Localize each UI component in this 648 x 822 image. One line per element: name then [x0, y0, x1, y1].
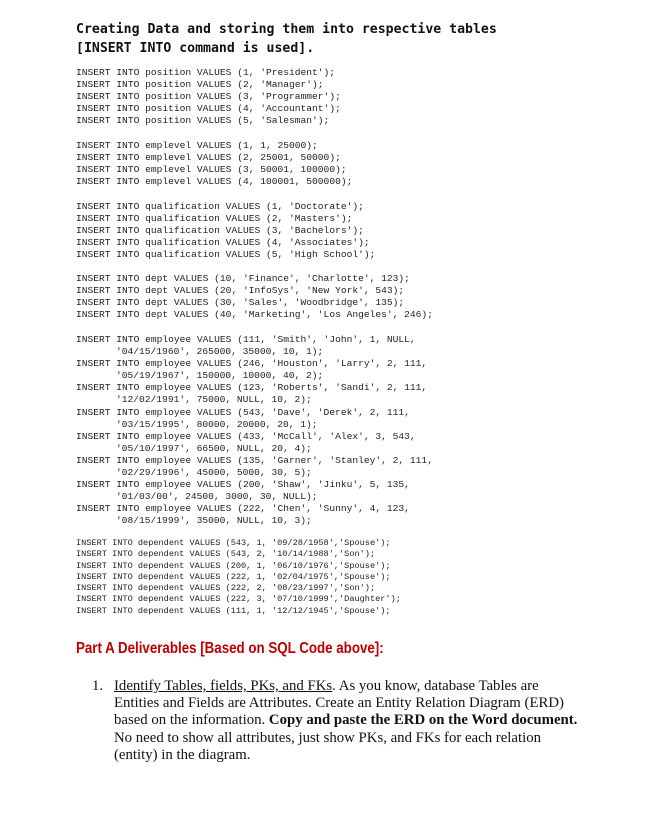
sql-line-continuation: '02/29/1996', 45000, 5000, 30, 5); — [116, 467, 312, 479]
sql-line: INSERT INTO employee VALUES (123, 'Roberts', 'Sandi', 2, 111, — [76, 382, 428, 394]
deliverables-list — [92, 678, 578, 764]
sql-line: INSERT INTO emplevel VALUES (1, 1, 25000); — [76, 140, 318, 151]
sql-line: INSERT INTO position VALUES (4, 'Accountant'); — [76, 103, 341, 115]
sql-block-dept — [76, 273, 636, 321]
sql-line: INSERT INTO dept VALUES (20, 'InfoSys', 'New York', 543); — [76, 285, 405, 297]
sql-line-continuation: '12/02/1991', 75000, NULL, 10, 2); — [116, 394, 312, 406]
sql-line: INSERT INTO dependent VALUES (200, 1, '06/10/1976','Spouse'); — [76, 560, 391, 571]
heading-line-2: [INSERT INTO command is used]. — [76, 41, 315, 56]
sql-line: INSERT INTO qualification VALUES (2, 'Masters'); — [76, 213, 353, 225]
list-number: 1. — [92, 678, 104, 694]
sql-block-qualification — [76, 201, 636, 261]
sql-line: INSERT INTO dept VALUES (30, 'Sales', 'Woodbridge', 135); — [76, 297, 405, 309]
sql-line-continuation: '04/15/1960', 265000, 35000, 10, 1); — [116, 346, 324, 358]
sql-line-continuation: '03/15/1995', 80000, 20000, 20, 1); — [116, 418, 318, 430]
sql-line: INSERT INTO dependent VALUES (543, 1, '09/28/1958','Spouse'); — [76, 538, 391, 548]
sql-line: INSERT INTO dependent VALUES (222, 2, '08/23/1997','Son'); — [76, 583, 376, 594]
sql-block-emplevel — [76, 140, 636, 188]
sql-line: INSERT INTO employee VALUES (111, 'Smith', 'John', 1, NULL, — [76, 334, 416, 345]
sql-line: INSERT INTO emplevel VALUES (4, 100001, 500000); — [76, 176, 353, 188]
sql-line: INSERT INTO dependent VALUES (222, 3, '07/10/1999','Daughter'); — [76, 594, 401, 605]
sql-line: INSERT INTO employee VALUES (246, 'Houston', 'Larry', 2, 111, — [76, 358, 428, 370]
sql-line: INSERT INTO position VALUES (5, 'Salesman'); — [76, 115, 330, 127]
underlined-text: Identify Tables, fields, PKs, and FKs — [114, 678, 333, 694]
sql-line: INSERT INTO dependent VALUES (222, 1, '02/04/1975','Spouse'); — [76, 571, 391, 582]
sql-line: INSERT INTO employee VALUES (222, 'Chen', 'Sunny', 4, 123, — [76, 503, 410, 515]
sql-line: INSERT INTO position VALUES (1, 'President'); — [76, 67, 336, 78]
sql-block-dependent — [76, 538, 636, 617]
sql-line: INSERT INTO dependent VALUES (543, 2, '10/14/1988','Son'); — [76, 549, 376, 560]
bold-instruction: Copy and paste the ERD on the Word document. — [268, 712, 578, 729]
sql-line: INSERT INTO qualification VALUES (1, 'Doctorate'); — [76, 201, 364, 212]
sql-line: INSERT INTO dependent VALUES (111, 1, '12/12/1945','Spouse'); — [76, 605, 391, 616]
sql-line: INSERT INTO qualification VALUES (5, 'High School'); — [76, 249, 376, 261]
body-text: No need to show all attributes, just show PKs, and FKs for each relation (entity) in the diagram. — [114, 729, 541, 763]
sql-line: INSERT INTO employee VALUES (200, 'Shaw', 'Jinku', 5, 135, — [76, 479, 410, 491]
sql-line: INSERT INTO employee VALUES (433, 'McCall', 'Alex', 3, 543, — [76, 430, 416, 442]
section-heading — [76, 20, 616, 58]
body-text: . As you know, database Tables are Entities and Fields are Attributes. Create an Entity Relation Diagram (ERD) based on the information. — [114, 678, 564, 729]
sql-line: INSERT INTO dept VALUES (10, 'Finance', 'Charlotte', 123); — [76, 273, 410, 284]
sql-line: INSERT INTO position VALUES (2, 'Manager'); — [76, 79, 324, 91]
sql-block-position — [76, 67, 636, 127]
sql-line: INSERT INTO employee VALUES (135, 'Garner', 'Stanley', 2, 111, — [76, 454, 433, 466]
sql-line-continuation: '05/19/1967', 150000, 10000, 40, 2); — [116, 370, 324, 382]
part-a-heading: Part A Deliverables [Based on SQL Code above]: — [76, 640, 384, 657]
sql-line: INSERT INTO dept VALUES (40, 'Marketing', 'Los Angeles', 246); — [76, 309, 433, 321]
sql-line: INSERT INTO position VALUES (3, 'Programmer'); — [76, 91, 341, 103]
sql-line: INSERT INTO employee VALUES (543, 'Dave', 'Derek', 2, 111, — [76, 406, 410, 418]
list-item — [92, 678, 578, 764]
sql-line: INSERT INTO qualification VALUES (3, 'Bachelors'); — [76, 225, 364, 237]
sql-line: INSERT INTO emplevel VALUES (2, 25001, 50000); — [76, 152, 341, 164]
sql-line-continuation: '05/10/1997', 66500, NULL, 20, 4); — [116, 442, 312, 454]
sql-line: INSERT INTO emplevel VALUES (3, 50001, 100000); — [76, 164, 347, 176]
sql-block-employee — [76, 334, 636, 528]
sql-line: INSERT INTO qualification VALUES (4, 'Associates'); — [76, 237, 370, 249]
heading-line-1: Creating Data and storing them into respective tables — [76, 22, 497, 37]
sql-line-continuation: '08/15/1999', 35000, NULL, 10, 3); — [116, 515, 312, 527]
sql-line-continuation: '01/03/00', 24500, 3000, 30, NULL); — [116, 491, 318, 503]
